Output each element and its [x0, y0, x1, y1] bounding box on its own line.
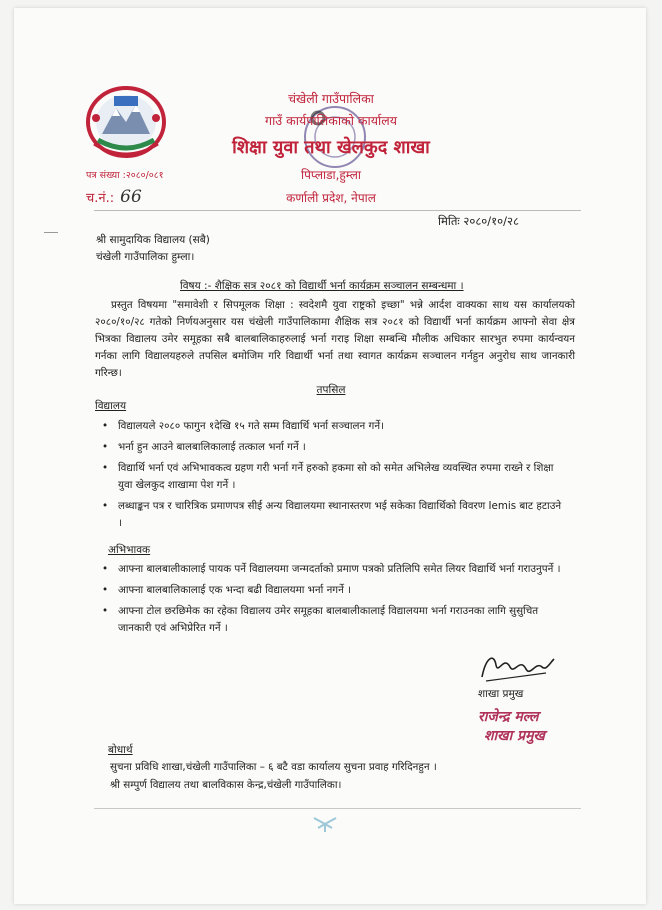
school-instructions-list	[96, 418, 566, 536]
signatory-title: शाखा प्रमुख	[478, 688, 524, 700]
list-item	[96, 418, 566, 435]
body-paragraph: प्रस्तुत विषयमा "समावेशी र सिपमूलक शिक्षा : स्वदेशमै युवा राष्ट्रको इच्छा" भन्ने आर्दश वाक्यका साथ यस कार्यालयको २०८०/१०/२८ गतेको निर्णयअनुसार यस चंखेली गाउँपालिकामा शैक्षिक सत्र २०८१ को विद्यार्थी भर्ना कार्यक्रम आफ्नो सेवा क्षेत्र भित्रका विद्यालय उमेर समूहका सबै बालबालिकाहरुलाई भर्ना गराइ शिक्षा सम्बन्धि मौलीक अधिकार सारभुत रुपमा कार्यन्वयन गर्नका लागि विद्यालयहरुले तपसिल बमोजिम गरि विद्यार्थी भर्ना तथा स्वागत कार्यक्रम सञ्चालन गर्नहुन अनुरोध साथ जानकारी गरिन्छ।	[95, 299, 575, 379]
bullet-icon: •	[102, 462, 109, 474]
addressee-line-1: श्री सामुदायिक विद्यालय (सबै)	[96, 234, 210, 246]
bullet-icon: •	[102, 584, 109, 596]
section-name: शिक्षा युवा तथा खेलकुद शाखा	[232, 137, 430, 158]
list-item-text: आफ्ना बालबालीकालाई पायक पर्ने विद्यालयमा जन्मदर्ताको प्रमाण पत्रको प्रतिलिपि समेत लियर विद्यार्थि भर्ना गराउनुपर्ने ।	[118, 563, 561, 575]
dispatch-number: 66	[120, 187, 142, 207]
letter-number: पत्र संख्या :२०८०/०८१	[86, 170, 164, 181]
school-section-heading: विद्यालय	[95, 400, 127, 412]
list-item-text: आफ्ना टोल छरछिमेक का रहेका विद्यालय उमेर समूहका बालबालीकालाई विद्यालयमा भर्ना गराउनका लागि सुसुचित जानकारी एवं अभिप्रेरित गर्ने ।	[118, 605, 539, 634]
province-country: कर्णाली प्रदेश, नेपाल	[286, 191, 376, 205]
office-name: गाउँ कार्यपालिकाको कार्यालय	[265, 113, 397, 128]
list-item-text: भर्ना हुन आउने बालबालिकालाई तत्काल भर्ना गर्ने ।	[118, 441, 306, 453]
guardian-instructions-list	[96, 561, 566, 641]
footer-ornament-icon	[312, 814, 338, 834]
dispatch-number-row	[86, 187, 142, 207]
dispatch-label: च.नं.:	[86, 191, 115, 206]
signature-icon	[476, 647, 556, 685]
cc-line-1: सुचना प्रविधि शाखा,चंखेली गाउँपालिका – ६ बटै वडा कार्यालय सुचना प्रवाह गरिदिनहुन ।	[110, 761, 437, 773]
list-item	[96, 439, 566, 456]
list-item	[96, 561, 566, 578]
list-item-text: विद्यालयले २०८० फागुन १देखि १५ गते सम्म विद्यार्थि भर्ना सञ्चालन गर्ने।	[118, 420, 384, 432]
name-stamp: राजेन्द्र मल्ल	[478, 709, 539, 725]
bullet-icon: •	[102, 441, 109, 453]
subject-line	[180, 279, 464, 293]
list-item	[96, 498, 566, 532]
cc-heading: बोधार्थ	[108, 744, 133, 756]
addressee-line-2: चंखेली गाउँपालिका हुम्ला।	[96, 251, 195, 263]
header-divider	[94, 210, 581, 211]
letter-date: मितिः २०८०/१०/२८	[438, 214, 519, 228]
bullet-icon: •	[102, 500, 109, 512]
bullet-icon: •	[102, 420, 109, 432]
footer-divider	[94, 808, 581, 809]
list-item-text: लब्धाङ्कन पत्र र चारित्रिक प्रमाणपत्र सीई अन्य विद्यालयमा स्थानास्तरण भई सकेका विद्यार्थिको विवरण Iemis बाट हटाउने ।	[118, 500, 562, 529]
list-item-text: विद्यार्थि भर्ना एवं अभिभावकत्व ग्रहण गरी भर्ना गर्ने हरुको हकमा सो को समेत अभिलेख व्यवस्थित रुपमा राख्ने र शिक्षा युवा खेलकुद शाखामा पेश गर्ने ।	[118, 462, 554, 491]
list-item-text: आफ्ना बालबालिकालाई एक भन्दा बढी विद्यालयमा भर्ना नगर्ने ।	[118, 584, 351, 596]
title-stamp: शाखा प्रमुख	[484, 728, 545, 744]
bullet-icon: •	[102, 605, 109, 617]
list-item	[96, 460, 566, 494]
cc-line-2: श्री सम्पुर्ण विद्यालय तथा बालविकास केन्द्र,चंखेली गाउँपालिका।	[110, 779, 342, 791]
bullet-icon: •	[102, 563, 109, 575]
subject-text: विषय :- शैक्षिक सत्र २०८१ को विद्यार्थी भर्ना कार्यक्रम सञ्चालन सम्बन्धमा ।	[180, 280, 464, 292]
details-heading: तपसिल	[316, 384, 346, 396]
list-item	[96, 582, 566, 599]
guardian-section-heading: अभिभावक	[108, 544, 151, 556]
list-item	[96, 603, 566, 637]
municipality-name: चंखेली गाउँपालिका	[288, 91, 374, 106]
margin-mark	[44, 232, 58, 233]
office-address: पिप्लाडा,हुम्ला	[301, 168, 361, 182]
